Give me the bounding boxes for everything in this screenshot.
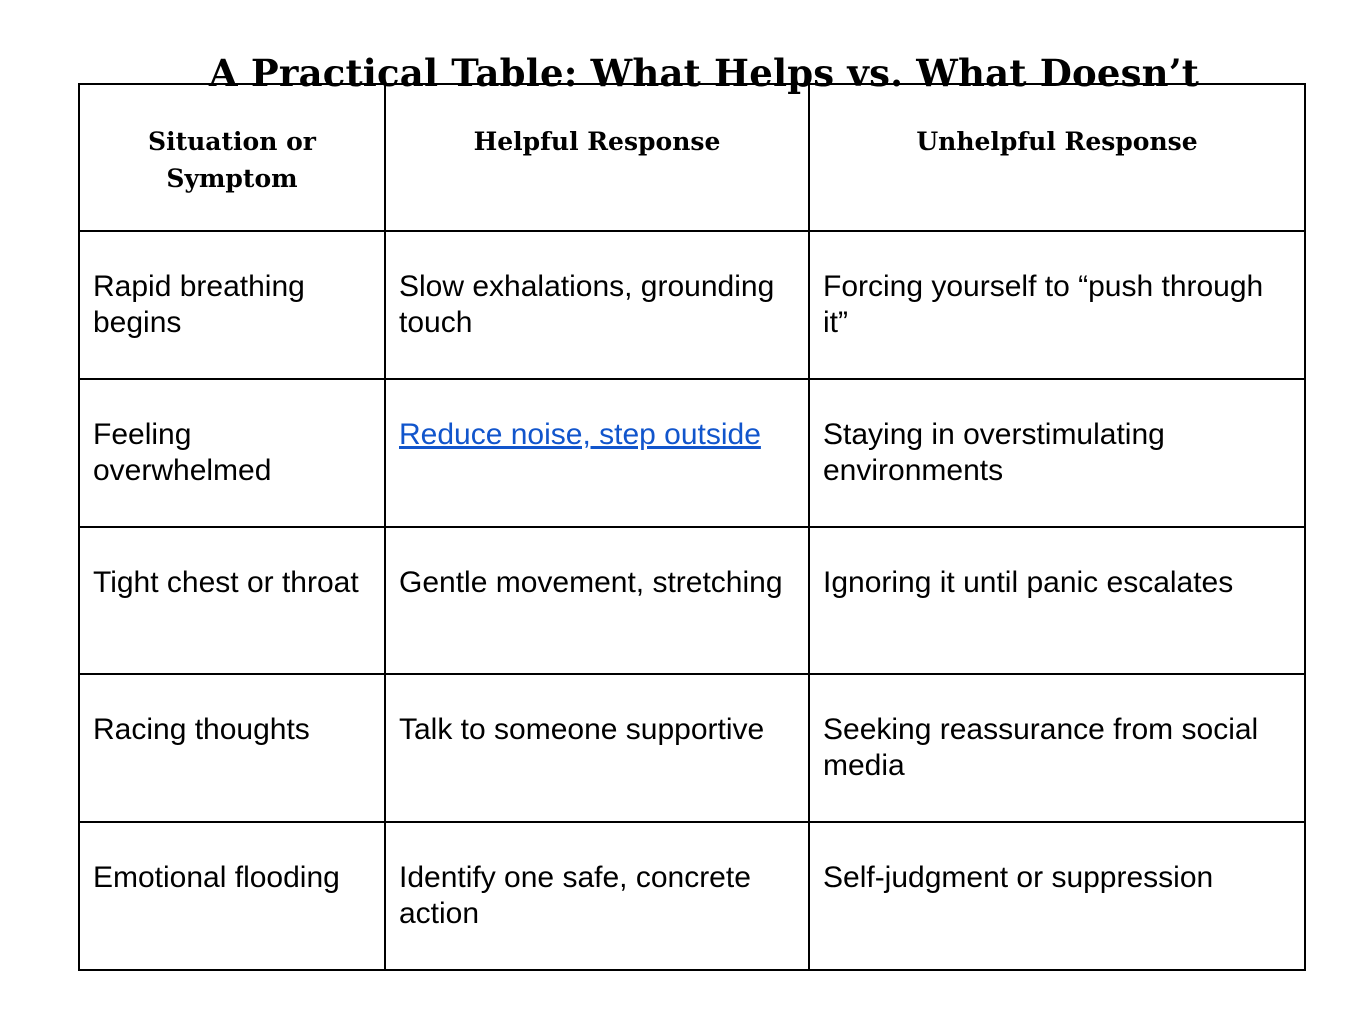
- table-header-row: [79, 84, 1305, 231]
- unhelpful-cell: Self-judgment or suppression: [809, 822, 1305, 970]
- unhelpful-cell: Forcing yourself to “push through it”: [809, 231, 1305, 379]
- situation-cell: Feeling overwhelmed: [79, 379, 385, 527]
- table-row: [79, 379, 1305, 527]
- situation-cell: Tight chest or throat: [79, 527, 385, 675]
- table-row: [79, 674, 1305, 822]
- helpful-cell: Slow exhalations, grounding touch: [385, 231, 809, 379]
- situation-cell: Racing thoughts: [79, 674, 385, 822]
- helpful-cell: Gentle movement, stretching: [385, 527, 809, 675]
- helpful-link[interactable]: Reduce noise, step outside: [399, 417, 761, 451]
- situation-cell: Rapid breathing begins: [79, 231, 385, 379]
- unhelpful-cell: Staying in overstimulating environments: [809, 379, 1305, 527]
- helpful-cell: Talk to someone supportive: [385, 674, 809, 822]
- table-row: [79, 231, 1305, 379]
- table-row: [79, 527, 1305, 675]
- situation-cell: Emotional flooding: [79, 822, 385, 970]
- helpful-cell: [385, 379, 809, 527]
- helpful-cell: Identify one safe, concrete action: [385, 822, 809, 970]
- practical-table: [78, 83, 1306, 971]
- column-header-unhelpful: Unhelpful Response: [809, 84, 1305, 231]
- column-header-situation: Situation or Symptom: [79, 84, 385, 231]
- unhelpful-cell: Ignoring it until panic escalates: [809, 527, 1305, 675]
- unhelpful-cell: Seeking reassurance from social media: [809, 674, 1305, 822]
- table-row: [79, 822, 1305, 970]
- column-header-helpful: Helpful Response: [385, 84, 809, 231]
- page-title: A Practical Table: What Helps vs. What Doesn’t: [208, 50, 1200, 95]
